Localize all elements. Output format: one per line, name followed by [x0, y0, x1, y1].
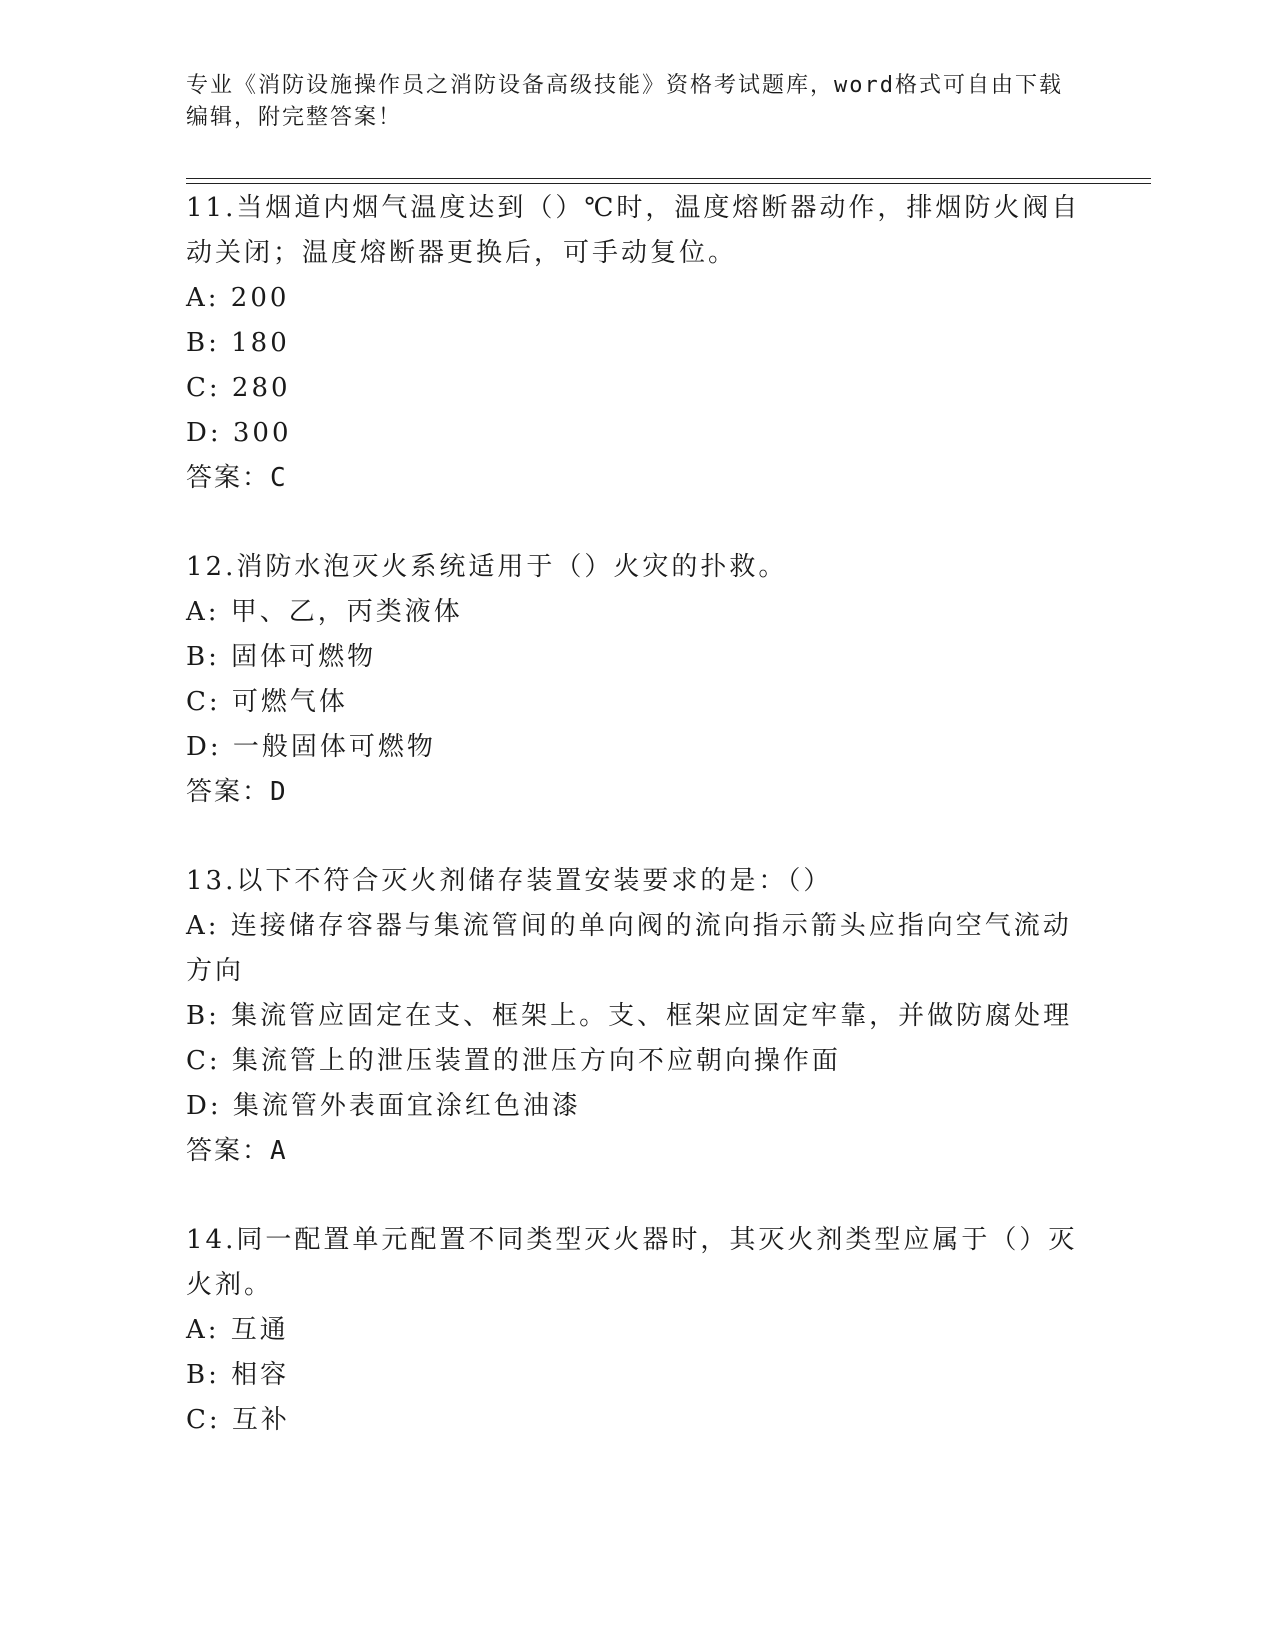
question-stem: 11.当烟道内烟气温度达到（）℃时，温度熔断器动作，排烟防火阀自动关闭；温度熔断器更换后，可手动复位。 — [186, 193, 1081, 268]
header-divider-bottom — [186, 183, 1151, 184]
question-11 — [186, 186, 1086, 501]
option-d: D: 集流管外表面宜涂红色油漆 — [186, 1091, 581, 1121]
option-c: C: 集流管上的泄压装置的泄压方向不应朝向操作面 — [186, 1046, 841, 1076]
question-stem: 14.同一配置单元配置不同类型灭火器时，其灭火剂类型应属于（）灭火剂。 — [186, 1225, 1078, 1300]
header-divider-top — [186, 178, 1151, 179]
option-c: C: 280 — [186, 373, 291, 403]
question-12 — [186, 545, 1086, 815]
option-c: C: 互补 — [186, 1405, 290, 1435]
question-stem: 13.以下不符合灭火剂储存装置安装要求的是：（） — [186, 866, 833, 896]
question-14 — [186, 1218, 1086, 1443]
question-list — [186, 186, 1086, 1487]
answer-value: A — [270, 1136, 288, 1166]
option-b: B: 180 — [186, 328, 290, 358]
answer-value: C — [270, 463, 288, 493]
question-13 — [186, 859, 1086, 1174]
option-a: A: 甲、乙，丙类液体 — [186, 597, 463, 627]
answer-label: 答案： — [186, 1136, 271, 1166]
document-header: 专业《消防设施操作员之消防设备高级技能》资格考试题库，word格式可自由下载编辑，附完整答案！ — [186, 73, 1063, 130]
option-b: B: 固体可燃物 — [186, 642, 377, 672]
answer-label: 答案： — [186, 777, 271, 807]
answer-value: D — [270, 777, 288, 807]
option-a: A: 200 — [186, 283, 290, 313]
answer-line — [186, 456, 1086, 501]
option-b: B: 相容 — [186, 1360, 290, 1390]
option-b: B: 集流管应固定在支、框架上。支、框架应固定牢靠，并做防腐处理 — [186, 1001, 1073, 1031]
answer-label: 答案： — [186, 463, 271, 493]
option-c: C: 可燃气体 — [186, 687, 348, 717]
answer-line — [186, 770, 1086, 815]
answer-line — [186, 1129, 1086, 1174]
question-stem: 12.消防水泡灭火系统适用于（）火灾的扑救。 — [186, 552, 788, 582]
option-d: D: 一般固体可燃物 — [186, 732, 436, 762]
option-d: D: 300 — [186, 418, 292, 448]
option-a: A: 连接储存容器与集流管间的单向阀的流向指示箭头应指向空气流动方向 — [186, 911, 1072, 986]
option-a: A: 互通 — [186, 1315, 289, 1345]
